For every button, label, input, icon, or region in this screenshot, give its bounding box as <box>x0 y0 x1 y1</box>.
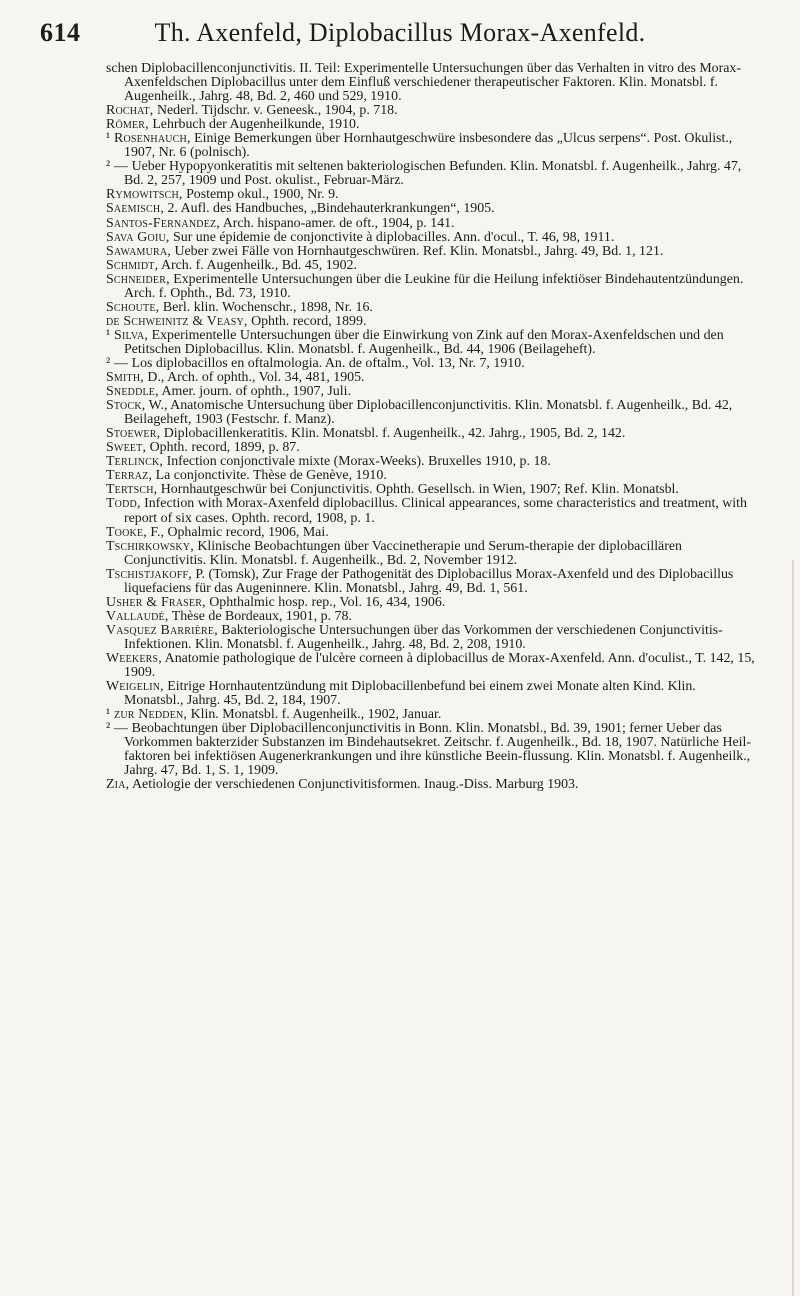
reference-entry <box>106 427 758 441</box>
reference-entry <box>106 202 758 216</box>
reference-text: Diplobacillenkeratitis. Klin. Monatsbl. f. Augenheilk., 42. Jahrg., 1905, Bd. 2, 142. <box>160 426 626 442</box>
reference-author: Smith, <box>106 370 144 386</box>
reference-entry <box>106 385 758 399</box>
reference-author: Sava Goiu, <box>106 229 170 245</box>
reference-text: Arch. hispano-amer. de oft., 1904, p. 141. <box>220 215 455 231</box>
reference-entry <box>106 441 758 455</box>
reference-author: Weigelin, <box>106 679 164 695</box>
reference-text: Ophthalmic hosp. rep., Vol. 16, 434, 1906. <box>205 594 446 610</box>
reference-author: Stoewer, <box>106 426 161 442</box>
reference-author: ¹ Silva, <box>106 327 149 343</box>
reference-text: Beobachtungen über Diplobacillenconjunctivitis in Bonn. Klin. Monatsbl., Bd. 39, 1901; ferner Ueber das Vorkommen bakterzider Substanzen im Bindehautsekret. Zeitschr. f. Augenheilk., Bd. 18, 1907. Natürliche Heil-faktoren bei infektiösen Augenerkrankungen und ihre künstliche Beein-flussung. Klin. Monatsbl. f. Augenheilk., Jahrg. 47, Bd. 1, S. 1, 1909. <box>124 721 751 779</box>
reference-author: Vasquez Barrière, <box>106 622 218 638</box>
reference-text: Berl. klin. Wochenschr., 1898, Nr. 16. <box>159 299 373 315</box>
reference-author: Schoute, <box>106 299 160 315</box>
reference-text: Nederl. Tijdschr. v. Geneesk., 1904, p. 718. <box>153 103 398 119</box>
reference-text: Amer. journ. of ophth., 1907, Juli. <box>158 384 351 400</box>
reference-entry <box>106 160 758 188</box>
reference-author: ¹ Rosenhauch, <box>106 131 191 147</box>
reference-text: F., Ophalmic record, 1906, Mai. <box>146 524 329 540</box>
reference-author: Stock, <box>106 398 146 414</box>
reference-text: Eitrige Hornhautentzündung mit Diplobacillenbefund bei einem zwei Monate alten Kind. Klin. Monatsbl., Jahrg. 45, Bd. 2, 184, 1907. <box>124 679 696 709</box>
reference-entry <box>106 273 758 301</box>
reference-text: Bakteriologische Untersuchungen über das Vorkommen der verschiedenen Conjunctivitis-Infektionen. Klin. Monatsbl. f. Augenheilk., Jahrg. 48, Bd. 2, 208, 1910. <box>124 622 723 652</box>
reference-entry <box>106 455 758 469</box>
reference-text: Thèse de Bordeaux, 1901, p. 78. <box>168 608 352 624</box>
reference-text: La conjonctivite. Thèse de Genève, 1910. <box>152 468 387 484</box>
reference-text: Sur une épidemie de conjonctivite à diplobacilles. Ann. d'ocul., T. 46, 98, 1911. <box>169 229 615 245</box>
reference-entry <box>106 104 758 118</box>
reference-text: 2. Aufl. des Handbuches, „Bindehauterkrankungen“, 1905. <box>164 201 495 217</box>
reference-text: Ophth. record, 1899. <box>247 313 367 329</box>
reference-entry <box>106 315 758 329</box>
reference-author: Sneddle, <box>106 384 159 400</box>
reference-text: W., Anatomische Untersuchung über Diplobacillenconjunctivitis. Klin. Monatsbl. f. Augenheilk., Bd. 42, Beilageheft, 1903 (Festschr. f. Manz). <box>124 398 733 428</box>
reference-author: Tooke, <box>106 524 147 540</box>
reference-text: Los diplobacillos en oftalmologia. An. de oftalm., Vol. 13, Nr. 7, 1910. <box>128 355 525 371</box>
reference-author: Vallaudé, <box>106 608 169 624</box>
reference-entry <box>106 568 758 596</box>
reference-author: Tertsch, <box>106 482 158 498</box>
reference-list <box>106 62 758 792</box>
reference-entry <box>106 301 758 315</box>
reference-author: Sweet, <box>106 440 147 456</box>
reference-author: Tschirkowsky, <box>106 538 194 554</box>
reference-text: Hornhautgeschwür bei Conjunctivitis. Ophth. Gesellsch. in Wien, 1907; Ref. Klin. Monatsbl. <box>157 482 679 498</box>
reference-author: Usher & Fraser, <box>106 594 206 610</box>
reference-text: P. (Tomsk), Zur Frage der Pathogenität des Diplobacillus Morax-Axenfeld und des Diplobacillus liquefaciens für das Augeninnere. Klin. Monatsbl., Jahrg. 49, Bd. 1, 561. <box>124 566 734 596</box>
reference-author: Tschistjakoff, <box>106 566 192 582</box>
running-head <box>40 18 760 48</box>
reference-text: Anatomie pathologique de l'ulcère corneen à diplobacillus de Morax-Axenfeld. Ann. d'oculist., T. 142, 15, 1909. <box>124 650 755 681</box>
reference-author: ² — <box>106 355 129 371</box>
reference-text: Arch. f. Augenheilk., Bd. 45, 1902. <box>158 257 357 273</box>
reference-entry <box>106 371 758 385</box>
reference-text: Ueber zwei Fälle von Hornhautgeschwüren. Ref. Klin. Monatsbl., Jahrg. 49, Bd. 1, 121. <box>170 243 664 259</box>
reference-text: D., Arch. of ophth., Vol. 34, 481, 1905. <box>143 370 365 386</box>
reference-entry <box>106 399 758 427</box>
reference-text: Lehrbuch der Augenheilkunde, 1910. <box>148 117 360 133</box>
reference-author: de Schweinitz & Veasy, <box>106 313 248 329</box>
reference-entry <box>106 526 758 540</box>
reference-author: Sawamura, <box>106 243 171 259</box>
reference-entry <box>106 652 758 680</box>
reference-author: ² — <box>106 721 129 737</box>
reference-entry <box>106 610 758 624</box>
reference-author: Rochat, <box>106 103 154 119</box>
reference-entry <box>106 188 758 202</box>
reference-author: Zia, <box>106 777 130 793</box>
reference-text: Infection with Morax-Axenfeld diplobacillus. Clinical appearances, some characteristics and treatment, with report of six cases. Ophth. record, 1908, p. 1. <box>124 496 747 526</box>
reference-author: Schneider, <box>106 271 170 287</box>
running-title: Th. Axenfeld, Diplobacillus Morax-Axenfeld. <box>154 18 646 47</box>
reference-author: Santos-Fernandez, <box>106 215 220 231</box>
reference-entry <box>106 540 758 568</box>
reference-text: Einige Bemerkungen über Hornhautgeschwüre insbesondere das „Ulcus serpens“. Post. Okulist., 1907, Nr. 6 (polnisch). <box>124 131 733 161</box>
reference-text: Klin. Monatsbl. f. Augenheilk., 1902, Januar. <box>187 707 442 723</box>
reference-author: Schmidt, <box>106 257 159 273</box>
page-number: 614 <box>40 18 81 47</box>
reference-entry <box>106 778 758 792</box>
reference-text: Aetiologie der verschiedenen Conjunctivitisformen. Inaug.-Diss. Marburg 1903. <box>129 777 579 793</box>
reference-entry <box>106 329 758 357</box>
reference-entry <box>106 259 758 273</box>
reference-entry <box>106 245 758 259</box>
reference-entry <box>106 469 758 483</box>
reference-entry <box>106 708 758 722</box>
reference-entry <box>106 624 758 652</box>
reference-author: Saemisch, <box>106 201 165 217</box>
reference-entry <box>106 62 758 104</box>
reference-entry <box>106 231 758 245</box>
reference-text: schen Diplobacillenconjunctivitis. II. Teil: Experimentelle Untersuchungen über das Verhalten in vitro des Morax-Axenfeldschen Diplobacillus unter dem Einfluß verschiedener therapeutischer Faktoren. Klin. Monatsbl. f. Augenheilk., Jahrg. 48, Bd. 2, 460 und 529, 1910. <box>106 61 741 105</box>
reference-text: Postemp okul., 1900, Nr. 9. <box>182 187 339 203</box>
reference-text: Ueber Hypopyonkeratitis mit seltenen bakteriologischen Befunden. Klin. Monatsbl. f. Augenheilk., Jahrg. 47, Bd. 2, 257, 1909 und Post. okulist., Februar-März. <box>124 159 742 189</box>
reference-text: Experimentelle Untersuchungen über die Leukine für die Heilung infektiöser Bindehautentzündungen. Arch. f. Ophth., Bd. 73, 1910. <box>124 271 744 301</box>
reference-entry <box>106 357 758 371</box>
reference-text: Ophth. record, 1899, p. 87. <box>146 440 300 456</box>
reference-text: Infection conjonctivale mixte (Morax-Weeks). Bruxelles 1910, p. 18. <box>163 454 551 470</box>
reference-text: Klinische Beobachtungen über Vaccinetherapie und Serum-therapie der diplobacillären Conjunctivitis. Klin. Monatsbl. f. Augenheilk., Bd. 2, November 1912. <box>124 538 682 568</box>
page-edge-shadow <box>792 560 794 1296</box>
reference-entry <box>106 680 758 708</box>
reference-author: Römer, <box>106 117 149 133</box>
reference-text: Experimentelle Untersuchungen über die Einwirkung von Zink auf den Morax-Axenfeldschen und den Petitschen Diplobacillus. Klin. Monatsbl. f. Augenheilk., Bd. 44, 1906 (Beilageheft). <box>124 327 724 357</box>
reference-entry <box>106 118 758 132</box>
reference-author: Weekers, <box>106 650 162 666</box>
reference-author: Todd, <box>106 496 141 512</box>
reference-author: Rymowitsch, <box>106 187 183 203</box>
reference-entry <box>106 596 758 610</box>
reference-entry <box>106 722 758 778</box>
reference-entry <box>106 132 758 160</box>
reference-author: Terlinck, <box>106 454 164 470</box>
reference-entry <box>106 497 758 525</box>
reference-author: Terraz, <box>106 468 153 484</box>
reference-author: ¹ zur Nedden, <box>106 707 188 723</box>
reference-entry <box>106 483 758 497</box>
reference-author: ² — <box>106 159 129 175</box>
reference-entry <box>106 217 758 231</box>
